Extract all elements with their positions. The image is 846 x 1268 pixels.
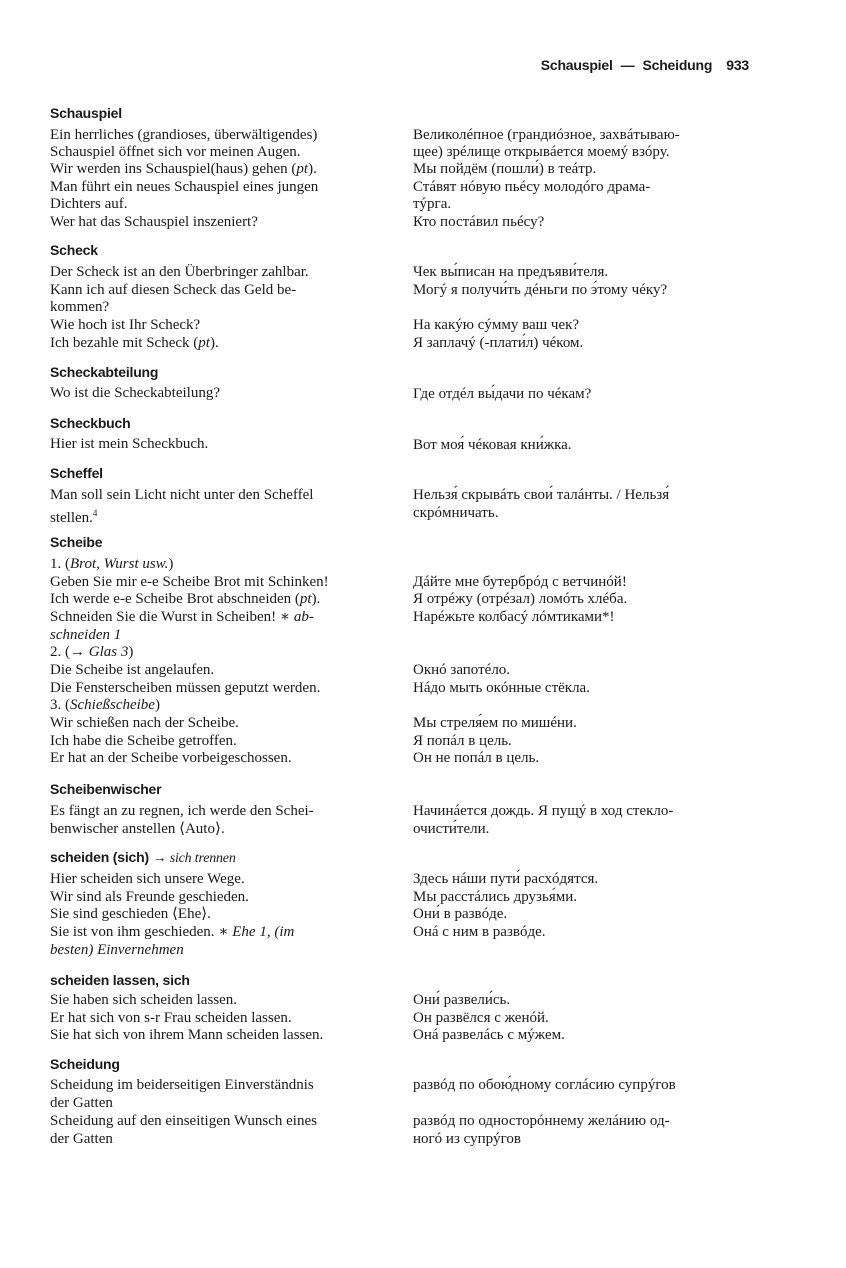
de-line: Ich werde e-e Scheibe Brot abschneiden (pt).	[50, 591, 321, 607]
de-line: besten) Einvernehmen	[50, 942, 184, 958]
ru-line: скрóмничать.	[413, 505, 499, 521]
header-dash: —	[620, 57, 635, 73]
de-line: Dichters auf.	[50, 196, 128, 212]
ru-line: Нарéжьте колбасý лóмтиками*!	[413, 609, 615, 625]
de-line: 2. (→ Glas 3)	[50, 644, 134, 660]
ru-line: щее) зрéлище открывáется моемý взóру.	[413, 144, 670, 160]
entry-headword: Scheidung	[50, 1056, 120, 1072]
ru-line: Нельзя́ скрывáть свои́ талáнты. / Нельзя́	[413, 487, 670, 503]
de-line: Scheidung auf den einseitigen Wunsch eines	[50, 1113, 317, 1129]
ru-line: Чек вы́писан на предъяви́теля.	[413, 264, 609, 280]
de-line: Ein herrliches (grandioses, überwältigendes)	[50, 127, 318, 143]
de-line: Sie hat sich von ihrem Mann scheiden lassen.	[50, 1027, 324, 1043]
ru-line: Онá с ним в развóде.	[413, 924, 546, 940]
cross-reference: → sich trennen	[152, 851, 236, 866]
de-line: Es fängt an zu regnen, ich werde den Schei-	[50, 803, 314, 819]
entry-headword: Scheibenwischer	[50, 781, 162, 797]
de-line: Kann ich auf diesen Scheck das Geld be-	[50, 282, 297, 298]
ru-line: Они́ развели́сь.	[413, 992, 511, 1008]
de-line: Hier ist mein Scheckbuch.	[50, 436, 209, 452]
de-line: schneiden 1	[50, 627, 122, 643]
de-line: Sie haben sich scheiden lassen.	[50, 992, 238, 1008]
ru-line: Окнó запотéло.	[413, 662, 511, 678]
ru-line: Дáйте мне бутербрóд с ветчинóй!	[413, 574, 627, 590]
de-line: Wir sind als Freunde geschieden.	[50, 889, 249, 905]
de-line: Er hat sich von s-r Frau scheiden lassen.	[50, 1010, 292, 1026]
ru-line: очисти́тели.	[413, 821, 490, 837]
ru-line: Великолéпное (грандиóзное, захвáтываю-	[413, 127, 680, 143]
de-line: Scheidung im beiderseitigen Einverständnis	[50, 1077, 314, 1093]
de-line: Sie ist von ihm geschieden. ∗ Ehe 1, (im	[50, 924, 295, 940]
entry-headword: scheiden (sich) → sich trennen	[50, 849, 236, 866]
header-left-word: Schauspiel	[540, 57, 613, 73]
de-line: der Gatten	[50, 1095, 113, 1111]
de-line: der Gatten	[50, 1131, 113, 1147]
de-line: Man soll sein Licht nicht unter den Scheffel	[50, 487, 314, 503]
ru-line: Он развёлся с женóй.	[413, 1010, 549, 1026]
de-line: Er hat an der Scheibe vorbeigeschossen.	[50, 750, 292, 766]
ru-line: тýрга.	[413, 196, 452, 212]
de-line: kommen?	[50, 299, 110, 315]
de-line: Wir werden ins Schauspiel(haus) gehen (pt).	[50, 161, 317, 177]
ru-line: Они́ в развóде.	[413, 906, 508, 922]
ru-line: Мы стреля́ем по мишéни.	[413, 715, 577, 731]
de-line: Der Scheck ist an den Überbringer zahlbar.	[50, 264, 309, 280]
ru-line: Стáвят нóвую пьéсу молодóго драма-	[413, 179, 651, 195]
ru-line: Онá развелáсь с мýжем.	[413, 1027, 565, 1043]
ru-line: Я попáл в цель.	[413, 733, 512, 749]
entry-headword: Schauspiel	[50, 105, 122, 121]
de-line: Ich habe die Scheibe getroffen.	[50, 733, 237, 749]
ru-line: Мы пойдём (пошли́) в теáтр.	[413, 161, 597, 177]
ru-line: Где отдéл вы́дачи по чéкам?	[413, 386, 592, 402]
header-right-word: Scheidung	[642, 57, 713, 73]
page-number: 933	[726, 57, 749, 73]
entry-headword: scheiden lassen, sich	[50, 972, 190, 988]
de-line: Man führt ein neues Schauspiel eines jungen	[50, 179, 319, 195]
ru-line: Я отрéжу (отрéзал) ломóть хлéба.	[413, 591, 628, 607]
de-line: Geben Sie mir e-e Scheibe Brot mit Schinken!	[50, 574, 329, 590]
de-line: Wo ist die Scheckabteilung?	[50, 385, 220, 401]
de-line: Schauspiel öffnet sich vor meinen Augen.	[50, 144, 301, 160]
entry-headword: Scheckabteilung	[50, 364, 159, 380]
ru-line: Нáдо мыть окóнные стёкла.	[413, 680, 590, 696]
entry-headword: Scheffel	[50, 465, 103, 481]
ru-line: Здесь нáши пути́ расхóдятся.	[413, 871, 599, 887]
entry-headword: Scheck	[50, 242, 98, 258]
entry-headword: Scheibe	[50, 534, 103, 550]
entry-headword: Scheckbuch	[50, 415, 131, 431]
de-line: Wer hat das Schauspiel inszeniert?	[50, 214, 258, 230]
de-line: Sie sind geschieden ⟨Ehe⟩.	[50, 906, 211, 922]
ru-line: развóд по односторóннему желáнию од-	[413, 1113, 670, 1129]
ru-line: Мы расстáлись друзья́ми.	[413, 889, 577, 905]
de-line: 1. (Brot, Wurst usw.)	[50, 556, 174, 572]
de-line: Die Scheibe ist angelaufen.	[50, 662, 215, 678]
de-line: Wir schießen nach der Scheibe.	[50, 715, 239, 731]
de-line: Wie hoch ist Ihr Scheck?	[50, 317, 201, 333]
ru-line: Я заплачý (-плати́л) чéком.	[413, 335, 584, 351]
ru-line: развóд по обою́дному соглáсию супрýгов	[413, 1077, 676, 1093]
de-line: Hier scheiden sich unsere Wege.	[50, 871, 245, 887]
de-line: 3. (Schießscheibe)	[50, 697, 160, 713]
de-line: Ich bezahle mit Scheck (pt).	[50, 335, 219, 351]
ru-line: Вот моя́ чéковая кни́жка.	[413, 437, 572, 453]
de-line: stellen.$^4$	[50, 508, 98, 526]
ru-line: нoгó из супрýгов	[413, 1131, 521, 1147]
ru-line: Могý я получи́ть дéньги по э́тому чéку?	[413, 282, 668, 298]
ru-line: Начинáется дождь. Я пущý в ход стекло-	[413, 803, 674, 819]
ru-line: Кто постáвил пьéсу?	[413, 214, 545, 230]
de-line: Schneiden Sie die Wurst in Scheiben! ∗ ab-	[50, 609, 314, 625]
de-line: Die Fensterscheiben müssen geputzt werden.	[50, 680, 321, 696]
running-header	[541, 57, 749, 73]
ru-line: Он не попáл в цель.	[413, 750, 540, 766]
de-line: benwischer anstellen ⟨Auto⟩.	[50, 821, 225, 837]
ru-line: На какýю сýмму ваш чек?	[413, 317, 580, 333]
